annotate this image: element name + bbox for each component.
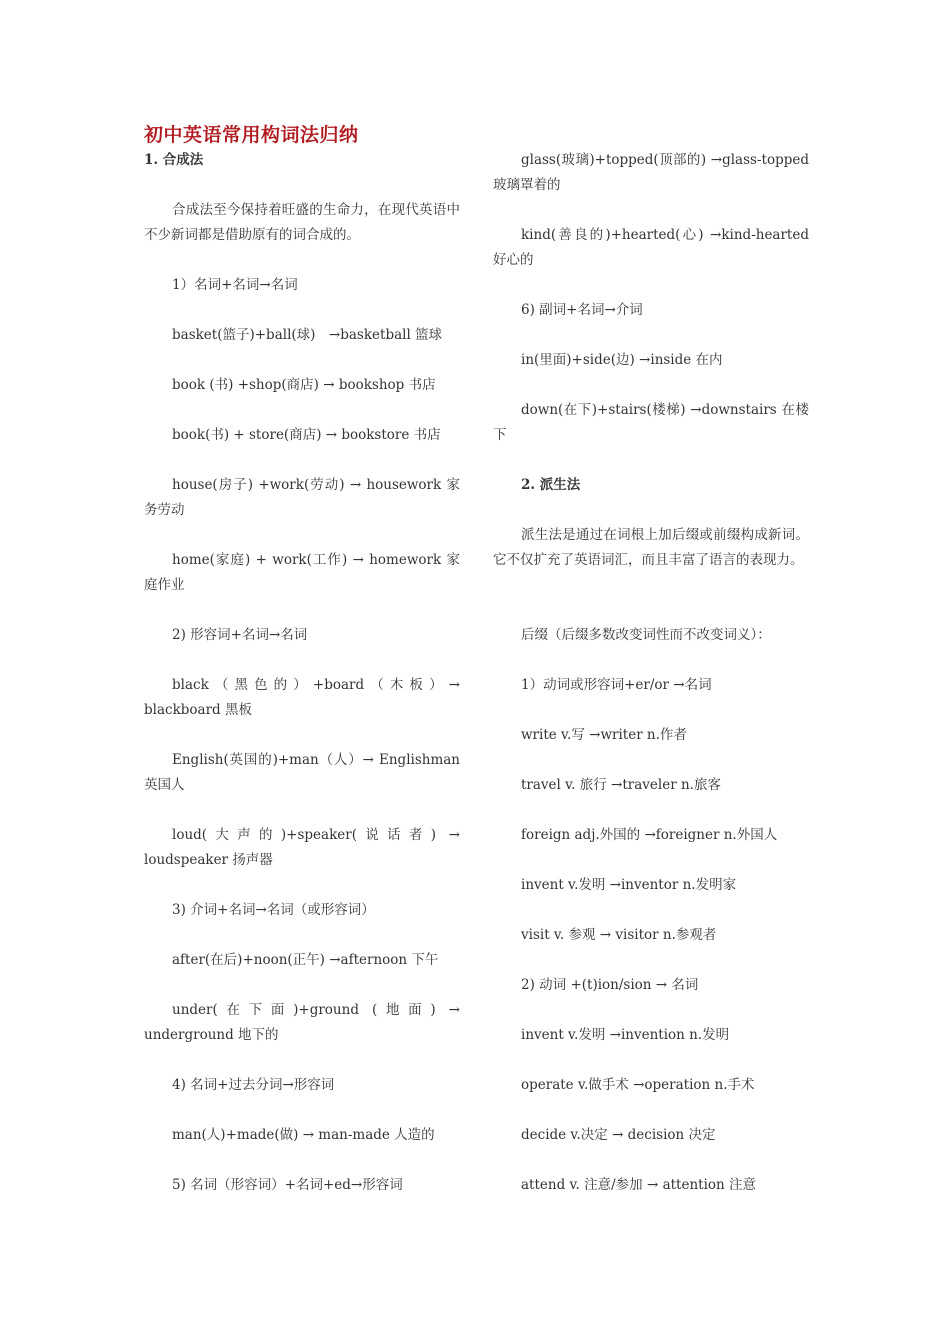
document-title: 初中英语常用构词法归纳	[144, 124, 359, 146]
left-paragraph: 5) 名词（形容词）+名词+ed→形容词	[172, 1177, 403, 1193]
right-paragraph: 派生法是通过在词根上加后缀或前缀构成新词。它不仅扩充了英语词汇，而且丰富了语言的表现力。	[493, 527, 809, 568]
right-paragraph: write v.写 →writer n.作者	[521, 727, 687, 743]
left-paragraph: under(在下面)+ground (地面) → underground 地下的	[144, 1002, 460, 1043]
left-paragraph: 1）名词+名词→名词	[172, 277, 298, 293]
left-paragraph: 2) 形容词+名词→名词	[172, 627, 308, 643]
right-paragraph: visit v. 参观 → visitor n.参观者	[521, 927, 717, 943]
right-paragraph: kind(善良的)+hearted(心) →kind-hearted 好心的	[493, 227, 809, 268]
left-paragraph: 4) 名词+过去分词→形容词	[172, 1077, 335, 1093]
right-paragraph: 6) 副词+名词→介词	[521, 302, 643, 318]
right-paragraph: invent v.发明 →invention n.发明	[521, 1027, 730, 1043]
right-paragraph: down(在下)+stairs(楼梯) →downstairs 在楼下	[493, 402, 809, 443]
left-paragraph: man(人)+made(做) → man-made 人造的	[172, 1127, 435, 1143]
right-paragraph: operate v.做手术 →operation n.手术	[521, 1077, 755, 1093]
left-paragraph: 合成法至今保持着旺盛的生命力，在现代英语中不少新词都是借助原有的词合成的。	[144, 202, 460, 243]
left-paragraph: home(家庭) + work(工作) → homework 家庭作业	[144, 552, 460, 593]
left-paragraph: book (书) +shop(商店) → bookshop 书店	[172, 377, 436, 393]
right-paragraph: 后缀（后缀多数改变词性而不改变词义）：	[521, 627, 771, 643]
right-paragraph: decide v.决定 → decision 决定	[521, 1127, 716, 1143]
left-paragraph: house(房子) +work(劳动) → housework 家务劳动	[144, 477, 460, 518]
right-paragraph: invent v.发明 →inventor n.发明家	[521, 877, 737, 893]
right-paragraph: travel v. 旅行 →traveler n.旅客	[521, 777, 721, 793]
right-paragraph: 2) 动词 +(t)ion/sion → 名词	[521, 977, 699, 993]
left-paragraph: basket(篮子)+ball(球) →basketball 篮球	[172, 327, 443, 343]
left-column	[144, 148, 460, 1223]
right-paragraph: in(里面)+side(边) →inside 在内	[521, 352, 723, 368]
left-paragraph: English(英国的)+man（人）→ Englishman 英国人	[144, 752, 460, 793]
left-paragraph: black（黑色的）+board（木板）→ blackboard 黑板	[144, 677, 460, 718]
left-paragraph: 1. 合成法	[144, 152, 204, 168]
right-paragraph: 1）动词或形容词+er/or →名词	[521, 677, 712, 693]
right-paragraph: glass(玻璃)+topped(顶部的) →glass-topped 玻璃罩着的	[493, 152, 809, 193]
right-paragraph: attend v. 注意/参加 → attention 注意	[521, 1177, 757, 1193]
left-paragraph: loud(大声的)+speaker(说话者) → loudspeaker 扬声器	[144, 827, 460, 868]
left-paragraph: after(在后)+noon(正午) →afternoon 下午	[172, 952, 439, 968]
right-column	[493, 148, 809, 1223]
right-paragraph: 2. 派生法	[521, 477, 581, 493]
right-paragraph: foreign adj.外国的 →foreigner n.外国人	[521, 827, 778, 843]
left-paragraph: 3) 介词+名词→名词（或形容词）	[172, 902, 375, 918]
left-paragraph: book(书) + store(商店) → bookstore 书店	[172, 427, 441, 443]
